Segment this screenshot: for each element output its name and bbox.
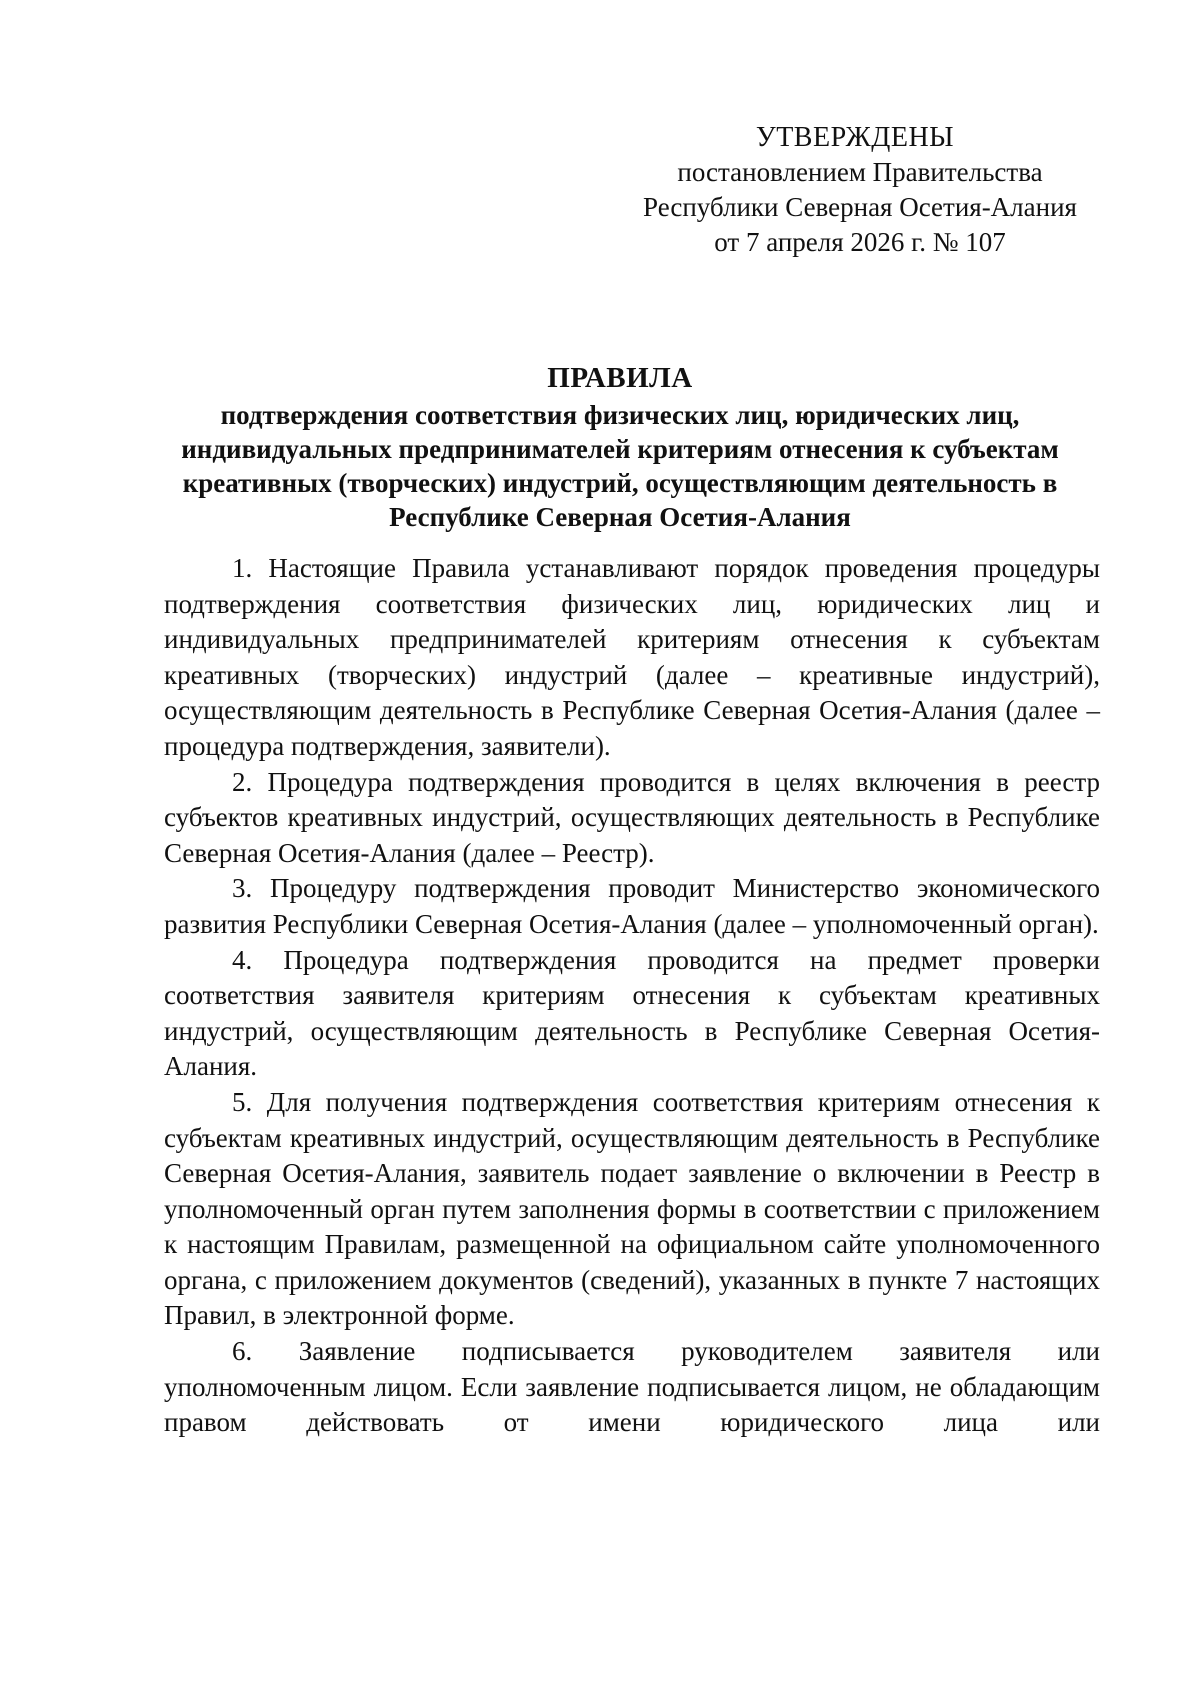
- title-subtitle: подтверждения соответствия физических лиц, юридических лиц, индивидуальных предпринимателей критериям отнесения к субъектам креативных (творческих) индустрий, осуществляющим деятельность в Республике Северная Осетия-Алания: [181, 400, 1059, 532]
- approval-line-2: Республики Северная Осетия-Алания: [643, 192, 1077, 222]
- document-title: [150, 358, 1090, 534]
- title-main: ПРАВИЛА: [547, 362, 693, 394]
- paragraph-5: 5. Для получения подтверждения соответствия критериям отнесения к субъектам креативных индустрий, осуществляющим деятельность в Республике Северная Осетия-Алания, заявитель подает заявление о включении в Реестр в уполномоченный орган путем заполнения формы в соответствии с приложением к настоящим Правилам, размещенной на официальном сайте уполномоченного органа, с приложением документов (сведений), указанных в пункте 7 настоящих Правил, в электронной форме.: [164, 1086, 1100, 1331]
- paragraph-2: 2. Процедура подтверждения проводится в целях включения в реестр субъектов креативных индустрий, осуществляющих деятельность в Республике Северная Осетия-Алания (далее – Реестр).: [164, 766, 1100, 868]
- approval-line-1: постановлением Правительства: [677, 157, 1043, 187]
- approval-stamp: [620, 120, 1100, 260]
- paragraph-6: 6. Заявление подписывается руководителем заявителя или уполномоченным лицом. Если заявление подписывается лицом, не обладающим правом действовать от имени юридического лица или: [164, 1336, 1100, 1438]
- approval-heading: УТВЕРЖДЕНЫ: [755, 122, 955, 153]
- paragraph-1: 1. Настоящие Правила устанавливают порядок проведения процедуры подтверждения соответствия физических лиц, юридических лиц и индивидуальных предпринимателей критериям отнесения к субъектам креативных (творческих) индустрий (далее – креативные индустрий), осуществляющим деятельность в Республике Северная Осетия-Алания (далее – процедура подтверждения, заявители).: [164, 553, 1100, 761]
- document-body: [164, 551, 1100, 1441]
- paragraph-4: 4. Процедура подтверждения проводится на предмет проверки соответствия заявителя критериям отнесения к субъектам креативных индустрий, осуществляющим деятельность в Республике Северная Осетия-Алания.: [164, 944, 1100, 1082]
- paragraph-3: 3. Процедуру подтверждения проводит Министерство экономического развития Республики Северная Осетия-Алания (далее – уполномоченный орган).: [164, 873, 1100, 939]
- approval-line-3: от 7 апреля 2026 г. № 107: [714, 227, 1006, 257]
